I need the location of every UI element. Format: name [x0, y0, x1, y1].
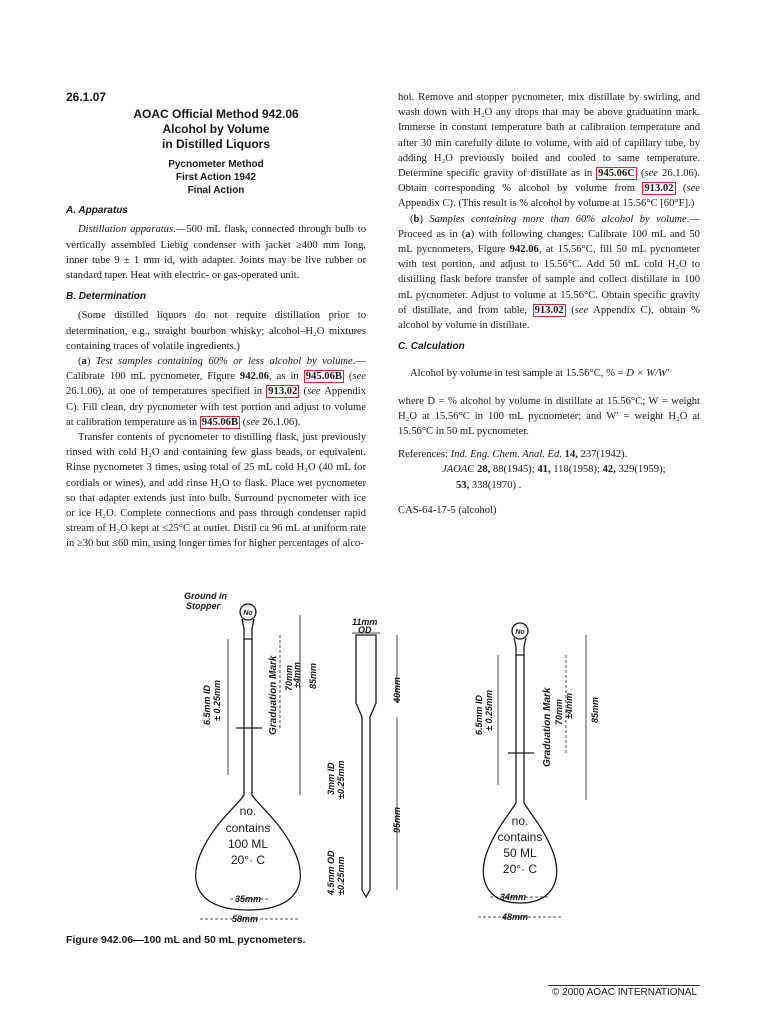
- apparatus-paragraph: [66, 222, 366, 283]
- method-link-913-02-2[interactable]: 913.02: [644, 183, 674, 195]
- right-bulb-temp: 20°· C: [502, 862, 538, 876]
- right-4mm: ±4mm: [564, 693, 574, 719]
- cap-3mm-tol: ±0.25mm: [336, 760, 346, 799]
- references-line-2: [398, 462, 700, 477]
- a-text-3: (: [343, 371, 353, 383]
- see-6: see: [574, 304, 589, 316]
- b-text-3: , at 15.56°C, fill 50 mL pycnometer with test portion, and adjust to 15.56°C. Add 50 mL cold H₂O to distilling flask before transfer of sample and collect distillate in 100 mL pycnometer. Adjust to volume at 15.56°C. Obtain specific gravity of distillate, and from table,: [398, 244, 700, 316]
- see-5: see: [686, 183, 700, 195]
- determination-b-paragraph: (b) Samples containing more than 60% alcohol by volume.—Proceed as in (a) with following changes: Calibrate 100 mL and 50 mL pycnometers, Figure 942.06, at 15.56°C, fill 50 mL pycnometer with test portion, and adjust to 15.56°C. Add 50 mL cold H₂O to distilling flask before transfer of sample and collect distillate in 100 mL pycnometer. Adjust to volume at 15.56°C. Obtain specific gravity of distillate, and from table, 913.02 (see Appendix C), obtain % alcohol by volume in distillate.: [398, 213, 700, 332]
- b-a-ref: a: [465, 228, 471, 240]
- j2-r2: 118(1958);: [550, 464, 603, 476]
- left-id-label: 6.5mm ID: [202, 684, 212, 725]
- left-bulb-temp: 20°· C: [230, 853, 266, 867]
- method-link-945-06b[interactable]: 945.06B: [305, 371, 342, 383]
- b-text-2: ) with following changes: Calibrate 100 mL and 50 mL pycnometers, Figure: [398, 228, 700, 256]
- calculation-heading: C. Calculation: [398, 341, 465, 353]
- right-bulb-no: no.: [511, 814, 529, 828]
- method-link-913-02[interactable]: 913.02: [268, 386, 298, 398]
- b-text-1: .—Proceed as in (: [398, 213, 700, 240]
- footer-copyright: © 2000 AOAC INTERNATIONAL: [552, 987, 698, 998]
- a-text-5: (: [299, 386, 308, 398]
- left-graduation-mark: Graduation Mark: [268, 655, 279, 735]
- subtitle-method: Pycnometer Method: [168, 159, 264, 171]
- see-2: see: [307, 386, 321, 398]
- cap-od: OD: [358, 625, 372, 635]
- figure-ref-2[interactable]: 942.06: [509, 244, 539, 256]
- cap-45-tol: ±0.25mm: [336, 856, 346, 895]
- a-text-6: Appendix C). Fill clean, dry pycnometer with test portion and adjust to volume at calibration temperature as in: [66, 386, 366, 428]
- formula-expr: D × W/W′: [626, 368, 670, 380]
- right-85mm: 85mm: [590, 696, 600, 723]
- journal-1-vol: 14,: [564, 449, 578, 461]
- subtitle-first-action: First Action 1942: [175, 172, 257, 184]
- journal-1-rest: 237(1942).: [577, 449, 628, 461]
- method-link-913-02-3[interactable]: 913.02: [534, 304, 564, 316]
- figure-caption: Figure 942.06—100 mL and 50 mL pycnometers.: [66, 934, 306, 946]
- left-ground-label: Ground in: [184, 591, 227, 601]
- cap-95mm: 95mm: [392, 806, 402, 833]
- j2-r3: 329(1959);: [615, 464, 666, 476]
- title-line-1: Alcohol by Volume: [162, 122, 270, 137]
- a-text-8: 26.1.06).: [259, 416, 301, 428]
- right-34mm: 34mm: [500, 892, 527, 902]
- determination-intro: (Some distilled liquors do not require distillation prior to determination, e.g., straight bourbon whisky; alcohol–H₂O mixtures containing traces of volatile ingredients.): [66, 310, 366, 352]
- apparatus-lead: Distillation apparatus: [78, 224, 174, 236]
- left-no-label: No: [243, 610, 253, 617]
- left-70mm: 70mm: [284, 664, 294, 691]
- b-text-4: (: [565, 304, 575, 316]
- a-lead: Test samples containing 60% or less alcohol by volume: [95, 356, 353, 368]
- j2-v4: 53,: [456, 479, 470, 491]
- transfer-paragraph: Transfer contents of pycnometer to distilling flask, just previously rinsed with cold H₂O and containing few glass beads, or equivalent. Rinse pycnometer 3 times, using total of 25 mL cold H₂O (40 mL for cordials or wines), and add rinse H₂O to flask. Place wet pycnometer so that adapter extends just into bulb. Surround pycnometer with ice or ice H₂O. Complete connections and pass through condenser rapid stream of H₂O kept at ≤25°C at outlet. Distil ca 96 mL at uniform rate in ≥30 but ≤60 min, using longer times for higher percentages of alco-: [66, 432, 366, 550]
- method-link-945-06b-2[interactable]: 945.06B: [201, 416, 239, 428]
- a-text-4: 26.1.06), at one of temperatures specified in: [66, 386, 267, 398]
- cas-number: CAS-64-17-5 (alcohol): [398, 504, 497, 516]
- journal-2: JAOAC: [442, 464, 475, 476]
- references-line-1: [398, 447, 700, 462]
- pycnometer-figure: [0, 585, 768, 925]
- j2-r4: 338(1970) .: [469, 479, 522, 491]
- a-label: a: [81, 356, 87, 368]
- cap-11mm: 11mm: [352, 617, 378, 627]
- see-4: see: [644, 168, 659, 180]
- b-lead: Samples containing more than 60% alcohol by volume: [429, 213, 687, 225]
- references-label: References:: [398, 449, 451, 461]
- apparatus-heading: A. Apparatus: [66, 205, 128, 217]
- figure-ref[interactable]: 942.06: [239, 371, 270, 383]
- capillary-tube-outline: [356, 635, 376, 897]
- right-bulb-volume: 50 ML: [503, 846, 537, 860]
- determination-a-paragraph: (a) Test samples containing 60% or less alcohol by volume.—Calibrate 100 mL pycnometer, Figure 942.06, as in 945.06B (see 26.1.06), at one of temperatures specified in 913.02 (see Appendix C). Fill clean, dry pycnometer with test portion and adjust to volume at calibration temperature as in 945.06B (see 26.1.06).: [66, 356, 366, 428]
- where-paragraph: where D = % alcohol by volume in distillate at 15.56°C; W = weight H₂O at 15.56°C in 100 mL pycnometer; and W′ = weight H₂O at 15.56°C in 50 mL pycnometer.: [398, 395, 700, 438]
- j2-v2: 41,: [537, 464, 551, 476]
- cont-text-4: (: [675, 183, 687, 195]
- formula: [398, 366, 700, 381]
- right-bulb-contains: contains: [497, 830, 543, 844]
- see-3: see: [246, 416, 260, 428]
- formula-text: Alcohol by volume in test sample at 15.56°C, % =: [410, 368, 627, 380]
- j2-r1: 88(1945);: [490, 464, 538, 476]
- a-text-7: (: [240, 416, 247, 428]
- left-stopper-neck: [242, 619, 254, 639]
- apparatus-text: .—500 mL flask, connected through bulb to vertically assembled Liebig condenser with jacket ≥400 mm long, inner tube 9 ± 1 mm id, with adapter. Joints may be live rubber or standard taper. Heat with electric- or gas-operated unit.: [66, 224, 366, 282]
- title-line-2: in Distilled Liquors: [161, 137, 270, 152]
- left-85mm: 85mm: [308, 662, 318, 689]
- left-bulb-volume: 100 ML: [227, 837, 269, 851]
- right-id-label: 6.5mm ID: [474, 694, 484, 735]
- left-4mm: ±4mm: [292, 662, 302, 688]
- b-label: b: [413, 213, 420, 225]
- left-stopper-label: Stopper: [186, 601, 221, 611]
- right-stopper-neck: [514, 638, 526, 655]
- a-text-2: , as in: [269, 371, 304, 383]
- method-title: AOAC Official Method 942.06: [133, 107, 299, 122]
- left-35mm: 35mm: [235, 894, 262, 904]
- right-70mm: 70mm: [554, 698, 564, 725]
- j2-v1: 28,: [477, 464, 491, 476]
- cap-45-od: 4.5mm OD: [326, 850, 336, 895]
- left-58mm: 58mm: [232, 914, 259, 924]
- a-text-1: .—Calibrate 100 mL pycnometer, Figure: [66, 356, 366, 383]
- journal-1: Ind. Eng. Chem. Anal. Ed.: [450, 449, 562, 461]
- right-no-label: No: [515, 629, 525, 636]
- determination-heading: B. Determination: [66, 291, 147, 303]
- cont-text-2: (: [636, 168, 645, 180]
- cont-text-3: 26.1.06). Obtain corresponding % alcohol by volume from: [398, 168, 700, 195]
- footer-rule: [548, 985, 700, 986]
- right-id-tol: ± 0.25mm: [484, 690, 494, 731]
- left-id-tol: ± 0.25mm: [212, 680, 222, 721]
- subtitle-final-action: Final Action: [187, 185, 245, 197]
- left-bulb-no: no.: [239, 804, 257, 818]
- right-graduation-mark: Graduation Mark: [542, 687, 553, 767]
- left-bulb-contains: contains: [225, 821, 271, 835]
- b-text-5: Appendix C), obtain % alcohol by volume in distillate.: [398, 304, 700, 332]
- cap-3mm-id: 3mm ID: [326, 762, 336, 795]
- right-column: [398, 90, 700, 518]
- references-line-3: [398, 478, 700, 493]
- cont-text-1: hol. Remove and stopper pycnometer, mix distillate by swirling, and wash down with H₂O any drops that may be above graduation mark. Immerse in constant temperature bath at calibration temperature and after 30 min carefully dilute to volume, with aid of capillary tube, by adding H₂O previously boiled and cooled to same temperature. Determine specific gravity of distillate as in: [398, 92, 700, 180]
- cap-40mm: 40mm: [392, 676, 402, 703]
- continuation-paragraph: [398, 90, 700, 212]
- right-48mm: 48mm: [502, 912, 529, 922]
- left-column: [66, 90, 366, 552]
- section-number: 26.1.07: [66, 90, 107, 104]
- method-link-945-06c[interactable]: 945.06C: [598, 168, 635, 180]
- see-1: see: [352, 371, 366, 383]
- j2-v3: 42,: [602, 464, 616, 476]
- cont-text-5: Appendix C). (This result is % alcohol by volume at 15.56°C [60°F].): [398, 198, 695, 210]
